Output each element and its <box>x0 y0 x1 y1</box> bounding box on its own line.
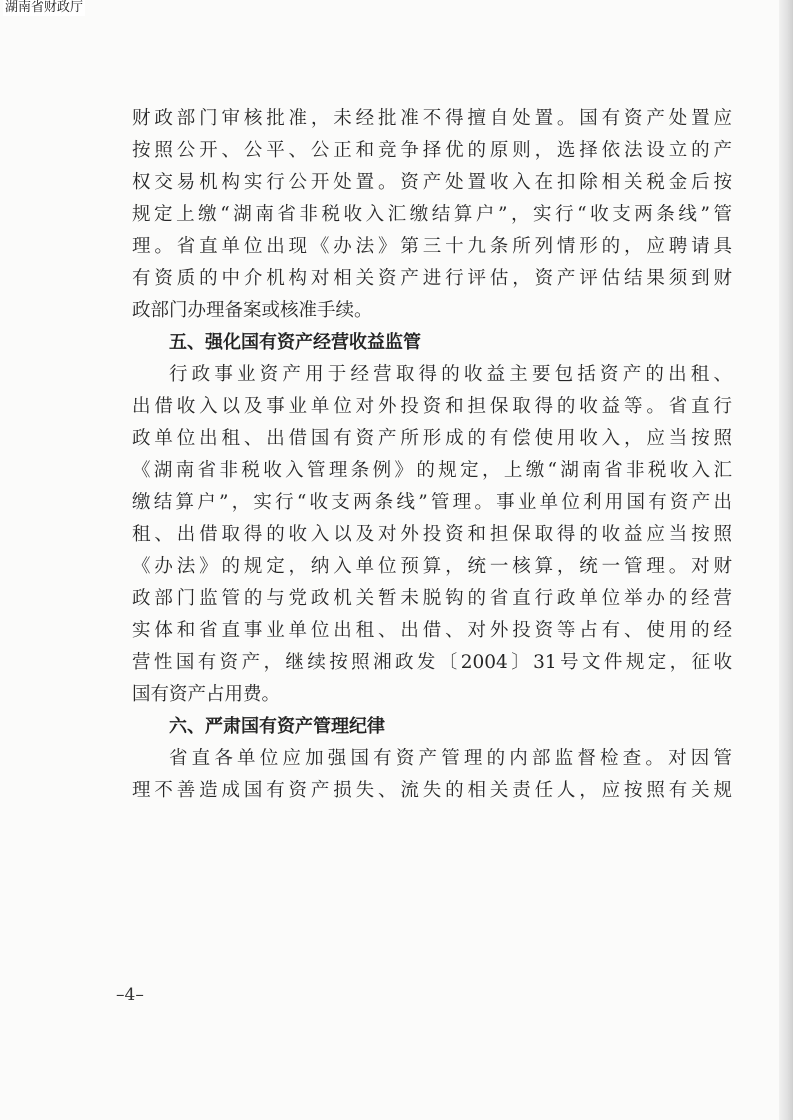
section-heading-5: 五、强化国有资产经营收益监管 <box>169 332 421 353</box>
body-line: 出借收入以及事业单位对外投资和担保取得的收益等。省直行 <box>132 396 732 417</box>
source-watermark: 湖南省财政厅 <box>5 0 84 15</box>
body-line: 按照公开、公平、公正和竞争择优的原则，选择依法设立的产 <box>132 140 732 161</box>
body-line: 政部门监管的与党政机关暂未脱钩的省直行政单位举办的经营 <box>132 588 732 609</box>
body-line: 租、出借取得的收入以及对外投资和担保取得的收益应当按照 <box>132 524 732 545</box>
section-heading-6: 六、严肃国有资产管理纪律 <box>169 716 385 737</box>
body-line: 权交易机构实行公开处置。资产处置收入在扣除相关税金后按 <box>132 172 732 193</box>
body-line: 理不善造成国有资产损失、流失的相关责任人，应按照有关规 <box>132 780 732 801</box>
body-line: 财政部门审核批准，未经批准不得擅自处置。国有资产处置应 <box>132 108 732 129</box>
body-line: 政单位出租、出借国有资产所形成的有偿使用收入，应当按照 <box>132 428 732 449</box>
body-line: 行政事业资产用于经营取得的收益主要包括资产的出租、 <box>169 364 732 385</box>
body-line: 缴结算户”，实行“收支两条线”管理。事业单位利用国有资产出 <box>132 492 732 513</box>
body-line: 《湖南省非税收入管理条例》的规定，上缴“湖南省非税收入汇 <box>132 460 732 481</box>
body-line: 规定上缴“湖南省非税收入汇缴结算户”，实行“收支两条线”管 <box>132 204 732 225</box>
body-line: 国有资产占用费。 <box>132 684 281 705</box>
body-line: 实体和省直事业单位出租、出借、对外投资等占有、使用的经 <box>132 620 732 641</box>
scan-edge <box>779 0 793 1120</box>
body-line: 政部门办理备案或核准手续。 <box>132 300 373 321</box>
document-body <box>132 103 732 807</box>
body-line: 省直各单位应加强国有资产管理的内部监督检查。对因管 <box>169 748 732 769</box>
body-line: 《办法》的规定，纳入单位预算，统一核算，统一管理。对财 <box>132 556 732 577</box>
body-line: 营性国有资产，继续按照湘政发〔2004〕31号文件规定，征收 <box>132 652 732 673</box>
body-line: 有资质的中介机构对相关资产进行评估，资产评估结果须到财 <box>132 268 732 289</box>
page-number: –4– <box>116 985 144 1005</box>
body-line: 理。省直单位出现《办法》第三十九条所列情形的，应聘请具 <box>132 236 732 257</box>
